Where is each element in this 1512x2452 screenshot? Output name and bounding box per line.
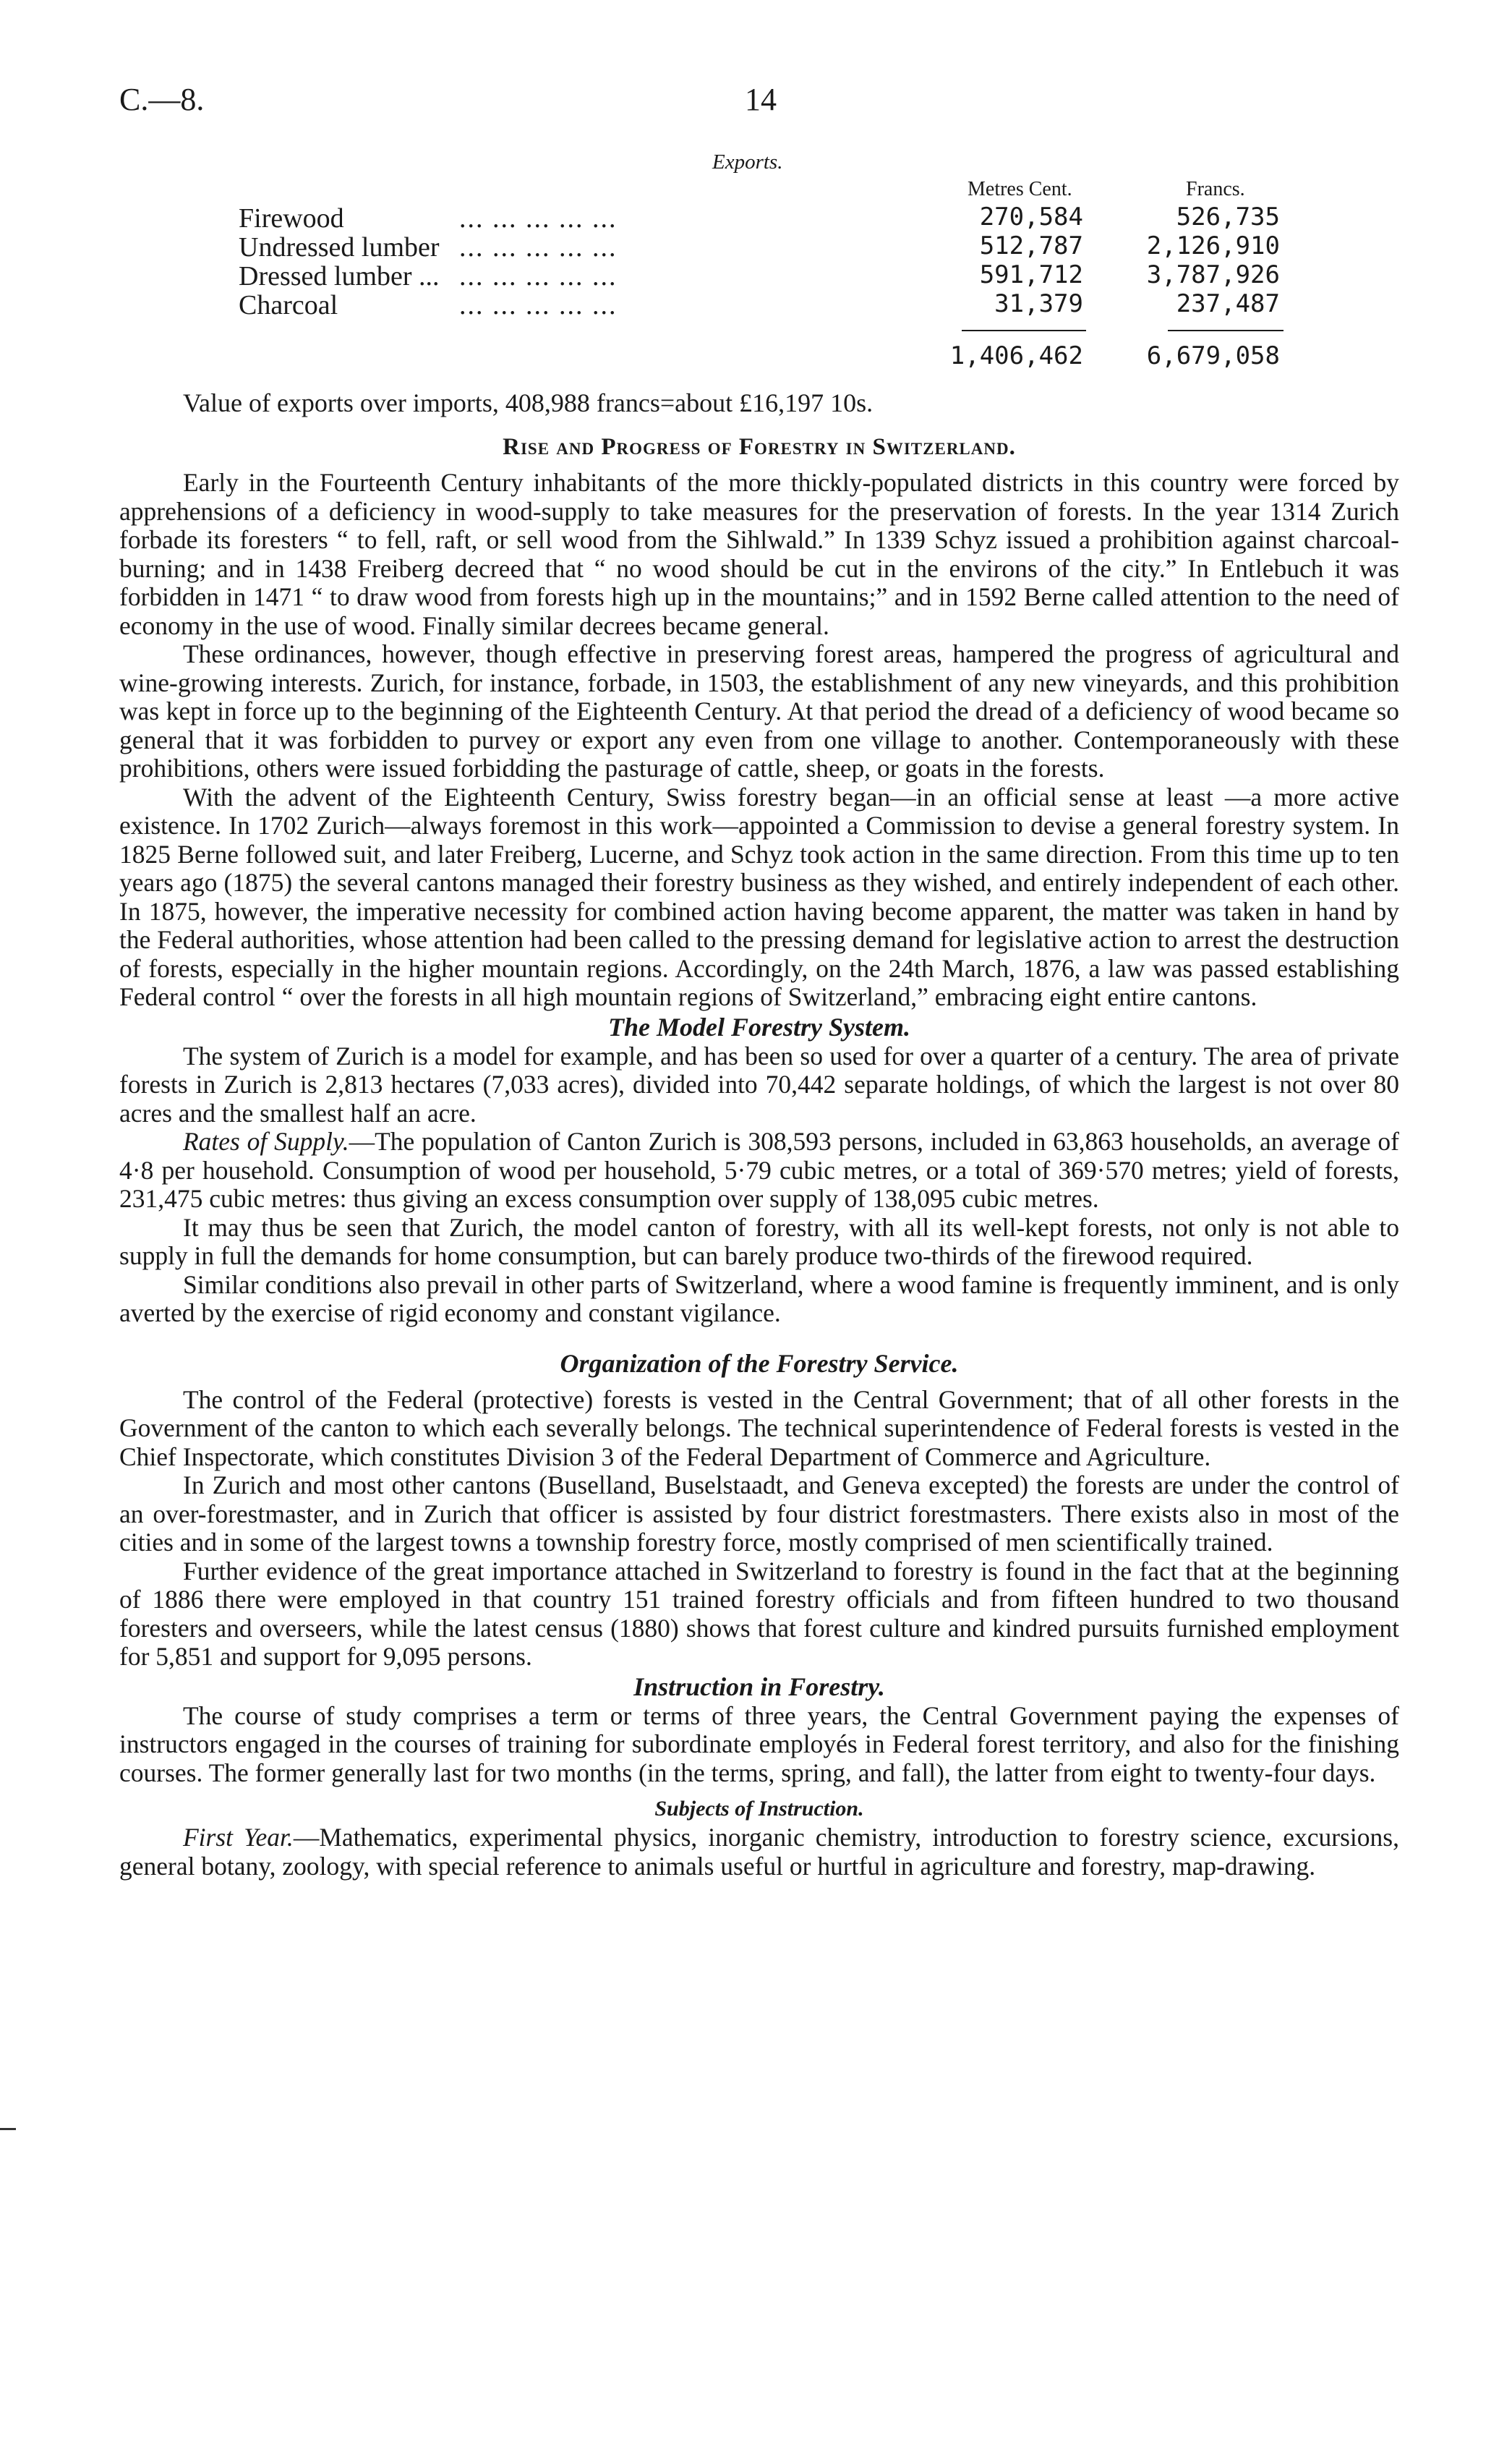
- totals-row: [239, 341, 1287, 373]
- section-heading-rise: Rise and Progress of Forestry in Switzerland.: [503, 434, 1016, 460]
- sum-rule-metres: [962, 330, 1086, 331]
- section-heading-model: The Model Forestry System.: [608, 1012, 910, 1042]
- paragraph: Early in the Fourteenth Century inhabitants of the more thickly-populated districts in this country were forced by apprehensions of a deficiency in wood-supply to take measures for the preservation of forests. In the year 1314 Zurich forbade its foresters “ to fell, raft, or sell wood from the Sihlwald.” In 1339 Schyz issued a prohibition against charcoal-burning; and in 1438 Freiberg decreed that “ no wood should be cut in the environs of the city.” In Entlebuch it was forbidden in 1471 “ to draw wood from forests high up in the mountains;” and in 1592 Berne called attention to the need of economy in the use of wood. Finally similar decrees became general.: [119, 468, 1399, 640]
- leader-dots: ... ... ... ... ...: [459, 290, 618, 320]
- paragraph: In Zurich and most other cantons (Buselland, Buselstaadt, and Geneva excepted) the forests are under the control of an over-forestmaster, and in Zurich that officer is assisted by four district forestmasters. There exists also in most of the cities and in some of the largest towns a township forestry force, mostly comprised of men scientifically trained.: [119, 1470, 1399, 1557]
- section-heading-organization: Organization of the Forestry Service.: [560, 1348, 959, 1378]
- paragraph-text: —Mathematics, experimental physics, inorganic chemistry, introduction to forestry science, excursions, general botany, zoology, with special reference to animals useful or hurtful in agriculture and forestry, map-drawing.: [119, 1823, 1399, 1881]
- page-number: 14: [745, 82, 777, 117]
- table-row: [239, 231, 1287, 263]
- row-label: Firewood: [239, 203, 344, 234]
- margin-mark: [0, 2128, 16, 2130]
- row-label: Dressed lumber ...: [239, 261, 440, 291]
- paragraph: It may thus be seen that Zurich, the model canton of forestry, with all its well-kept forests, not only is not able to supply in full the demands for home consumption, but can barely produce two-thirds of the firewood required.: [119, 1212, 1399, 1270]
- row-metres: 31,379: [994, 289, 1083, 318]
- total-francs: 6,679,058: [1146, 341, 1280, 370]
- exports-table-title: Exports.: [712, 150, 783, 174]
- paragraph-lead: First Year.: [183, 1823, 294, 1852]
- paragraph: Similar conditions also prevail in other parts of Switzerland, where a wood famine is frequently imminent, and is only averted by the exercise of rigid economy and constant vigilance.: [119, 1269, 1399, 1327]
- leader-dots: ... ... ... ... ...: [459, 232, 618, 263]
- row-metres: 270,584: [979, 203, 1083, 231]
- column-header-francs: Francs.: [1186, 178, 1245, 200]
- table-row: [239, 260, 1287, 292]
- paragraph: [119, 1128, 1399, 1214]
- row-metres: 512,787: [979, 231, 1083, 260]
- row-francs: 2,126,910: [1146, 231, 1280, 260]
- row-metres: 591,712: [979, 260, 1083, 289]
- paragraph: Further evidence of the great importance attached in Switzerland to forestry is found in the fact that at the beginning of 1886 there were employed in that country 151 trained forestry officials and from fifteen hundred to two thousand foresters and overseers, while the latest census (1880) shows that forest culture and kindred pursuits furnished employment for 5,851 and support for 9,095 persons.: [119, 1556, 1399, 1671]
- document-reference: C.—8.: [119, 82, 205, 117]
- row-francs: 3,787,926: [1146, 260, 1280, 289]
- table-row: [239, 203, 1287, 234]
- paragraph: The course of study comprises a term or terms of three years, the Central Government paying the expenses of instructors engaged in the courses of training for subordinate employés in Federal forest territory, and also for the finishing courses. The former generally last for two months (in the terms, spring, and fall), the latter from eight to twenty-four days.: [119, 1700, 1399, 1787]
- paragraph: The control of the Federal (protective) forests is vested in the Central Government; that of all other forests in the Government of the canton to which each severally belongs. The technical superintendence of Federal forests is vested in the Chief Inspectorate, which constitutes Division 3 of the Federal Department of Commerce and Agriculture.: [119, 1384, 1399, 1471]
- table-row: [239, 289, 1287, 321]
- exports-value-note: Value of exports over imports, 408,988 francs=about £16,197 10s.: [183, 388, 874, 417]
- leader-dots: ... ... ... ... ...: [459, 203, 618, 234]
- paragraph: [119, 1823, 1399, 1881]
- row-label: Charcoal: [239, 290, 338, 320]
- row-label: Undressed lumber: [239, 232, 440, 263]
- leader-dots: ... ... ... ... ...: [459, 261, 618, 291]
- paragraph: With the advent of the Eighteenth Century, Swiss forestry began—in an official sense at least —a more active existence. In 1702 Zurich—always foremost in this work—appointed a Commission to devise a general forestry system. In 1825 Berne followed suit, and later Freiberg, Lucerne, and Schyz took action in the same direction. From this time up to ten years ago (1875) the several cantons managed their forestry business as they wished, and entirely independent of each other. In 1875, however, the imperative necessity for combined action having become apparent, the matter was taken in hand by the Federal authorities, whose attention had been called to the pressing demand for legislative action to arrest the destruction of forests, especially in the higher mountain regions. Accordingly, on the 24th March, 1876, a law was passed establishing Federal control “ over the forests in all high mountain regions of Switzerland,” embracing eight entire cantons.: [119, 782, 1399, 1011]
- section-heading-subjects: Subjects of Instruction.: [654, 1797, 864, 1821]
- paragraph: The system of Zurich is a model for example, and has been so used for over a quarter of a century. The area of private forests in Zurich is 2,813 hectares (7,033 acres), divided into 70,442 separate holdings, of which the largest is not over 80 acres and the smallest half an acre.: [119, 1041, 1399, 1128]
- section-heading-instruction: Instruction in Forestry.: [633, 1672, 885, 1701]
- paragraph-lead: Rates of Supply.: [183, 1127, 349, 1156]
- paragraph-text: —The population of Canton Zurich is 308,593 persons, included in 63,863 households, an average of 4·8 per household. Consumption of wood per household, 5·79 cubic metres, or a total of 369·570 metres; yield of forests, 231,475 cubic metres: thus giving an excess consumption over supply of 138,095 cubic metres.: [119, 1127, 1399, 1213]
- main-body: [119, 433, 1399, 1881]
- paragraph: These ordinances, however, though effective in preserving forest areas, hampered the progress of agricultural and wine-growing interests. Zurich, for instance, forbade, in 1503, the establishment of any new vineyards, and this prohibition was kept in force up to the beginning of the Eighteenth Century. At that period the dread of a deficiency of wood became so general that it was forbidden to purvey or export any even from one village to another. Contemporaneously with these prohibitions, others were issued forbidding the pasturage of cattle, sheep, or goats in the forests.: [119, 639, 1399, 783]
- row-francs: 526,735: [1176, 203, 1280, 231]
- column-header-metres: Metres Cent.: [968, 178, 1072, 200]
- row-francs: 237,487: [1176, 289, 1280, 318]
- total-metres: 1,406,462: [949, 341, 1083, 370]
- sum-rule-francs: [1168, 330, 1284, 331]
